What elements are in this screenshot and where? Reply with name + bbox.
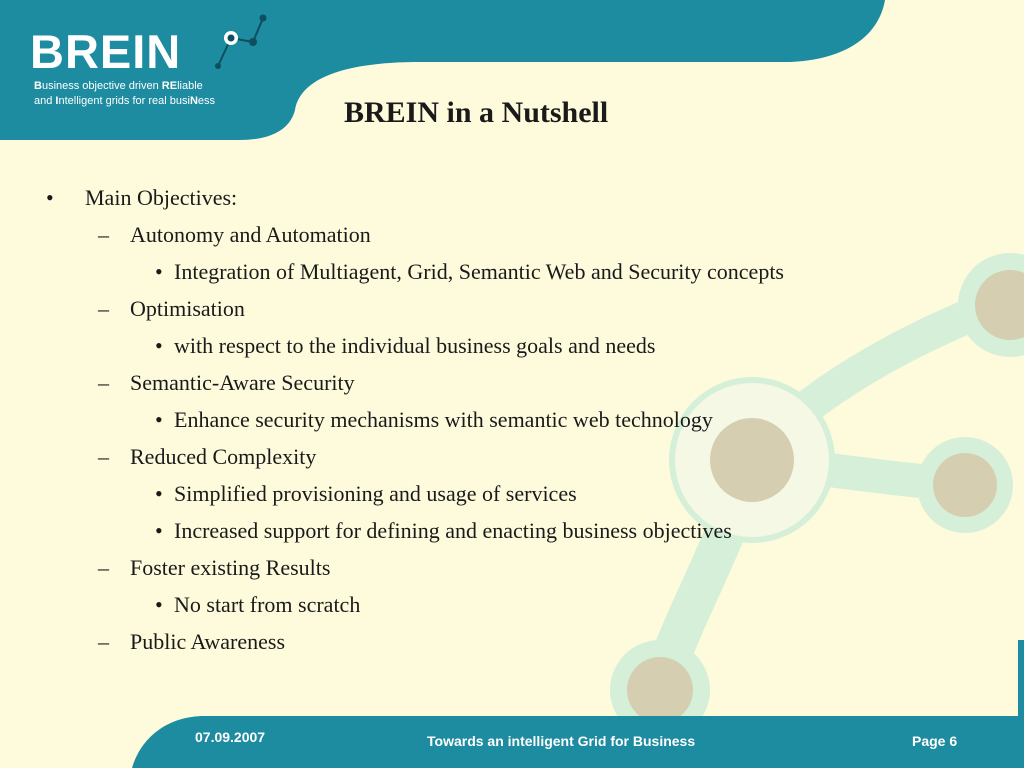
- footer-caption: Towards an intelligent Grid for Business: [427, 733, 696, 749]
- bullet-marker: –: [98, 370, 109, 395]
- logo-tagline-segment: I: [55, 95, 59, 107]
- bullet-marker: –: [98, 222, 109, 247]
- bullet-marker: •: [155, 407, 163, 432]
- logo-tagline-segment: usiness objective driven: [41, 80, 162, 92]
- bullet-text: Public Awareness: [130, 629, 286, 654]
- logo-tagline-segment: and: [34, 95, 56, 107]
- logo-tagline-segment: liable: [177, 80, 203, 92]
- bullet-text: Enhance security mechanisms with semantic web technology: [174, 407, 713, 432]
- bullet-text: Simplified provisioning and usage of services: [174, 481, 577, 506]
- bullet-text: Semantic-Aware Security: [130, 370, 355, 395]
- bullet-marker: •: [155, 481, 163, 506]
- logo-tagline-segment: ntelligent grids for real busi: [58, 95, 190, 107]
- bullet-text: No start from scratch: [174, 592, 361, 617]
- bullet-marker: –: [98, 555, 109, 580]
- bullet-text: Increased support for defining and enacting business objectives: [174, 518, 732, 543]
- logo-tagline-segment: N: [189, 95, 198, 107]
- bullet-marker: •: [46, 185, 54, 210]
- bullet-text: Main Objectives:: [85, 185, 238, 210]
- bullet-marker: •: [155, 259, 163, 284]
- bullet-marker: •: [155, 333, 163, 358]
- bullet-marker: –: [98, 629, 109, 654]
- logo-tagline-segment: ess: [197, 95, 216, 107]
- bullet-text: with respect to the individual business goals and needs: [174, 333, 656, 358]
- bullet-marker: –: [98, 444, 109, 469]
- bullet-marker: –: [98, 296, 109, 321]
- footer-date: 07.09.2007: [195, 729, 266, 745]
- logo-tagline: [34, 79, 215, 109]
- bullet-marker: •: [155, 592, 163, 617]
- bullet-text: Optimisation: [130, 296, 245, 321]
- footer-page-number: Page 6: [912, 733, 958, 749]
- brein-logo: [30, 26, 280, 116]
- logo-tagline-segment: RE: [161, 80, 178, 92]
- logo-tagline-line2: [34, 94, 215, 109]
- logo-tagline-segment: B: [34, 80, 42, 92]
- bullet-text: Foster existing Results: [130, 555, 331, 580]
- slide-title: BREIN in a Nutshell: [344, 96, 609, 129]
- logo-wordmark: BREIN: [30, 25, 182, 78]
- bullet-text: Integration of Multiagent, Grid, Semantic Web and Security concepts: [174, 259, 784, 284]
- bullet-text: Autonomy and Automation: [130, 222, 371, 247]
- molecule-decoration: [610, 253, 1024, 740]
- bullet-marker: •: [155, 518, 163, 543]
- logo-tagline-line1: [34, 79, 215, 94]
- bullet-text: Reduced Complexity: [130, 444, 317, 469]
